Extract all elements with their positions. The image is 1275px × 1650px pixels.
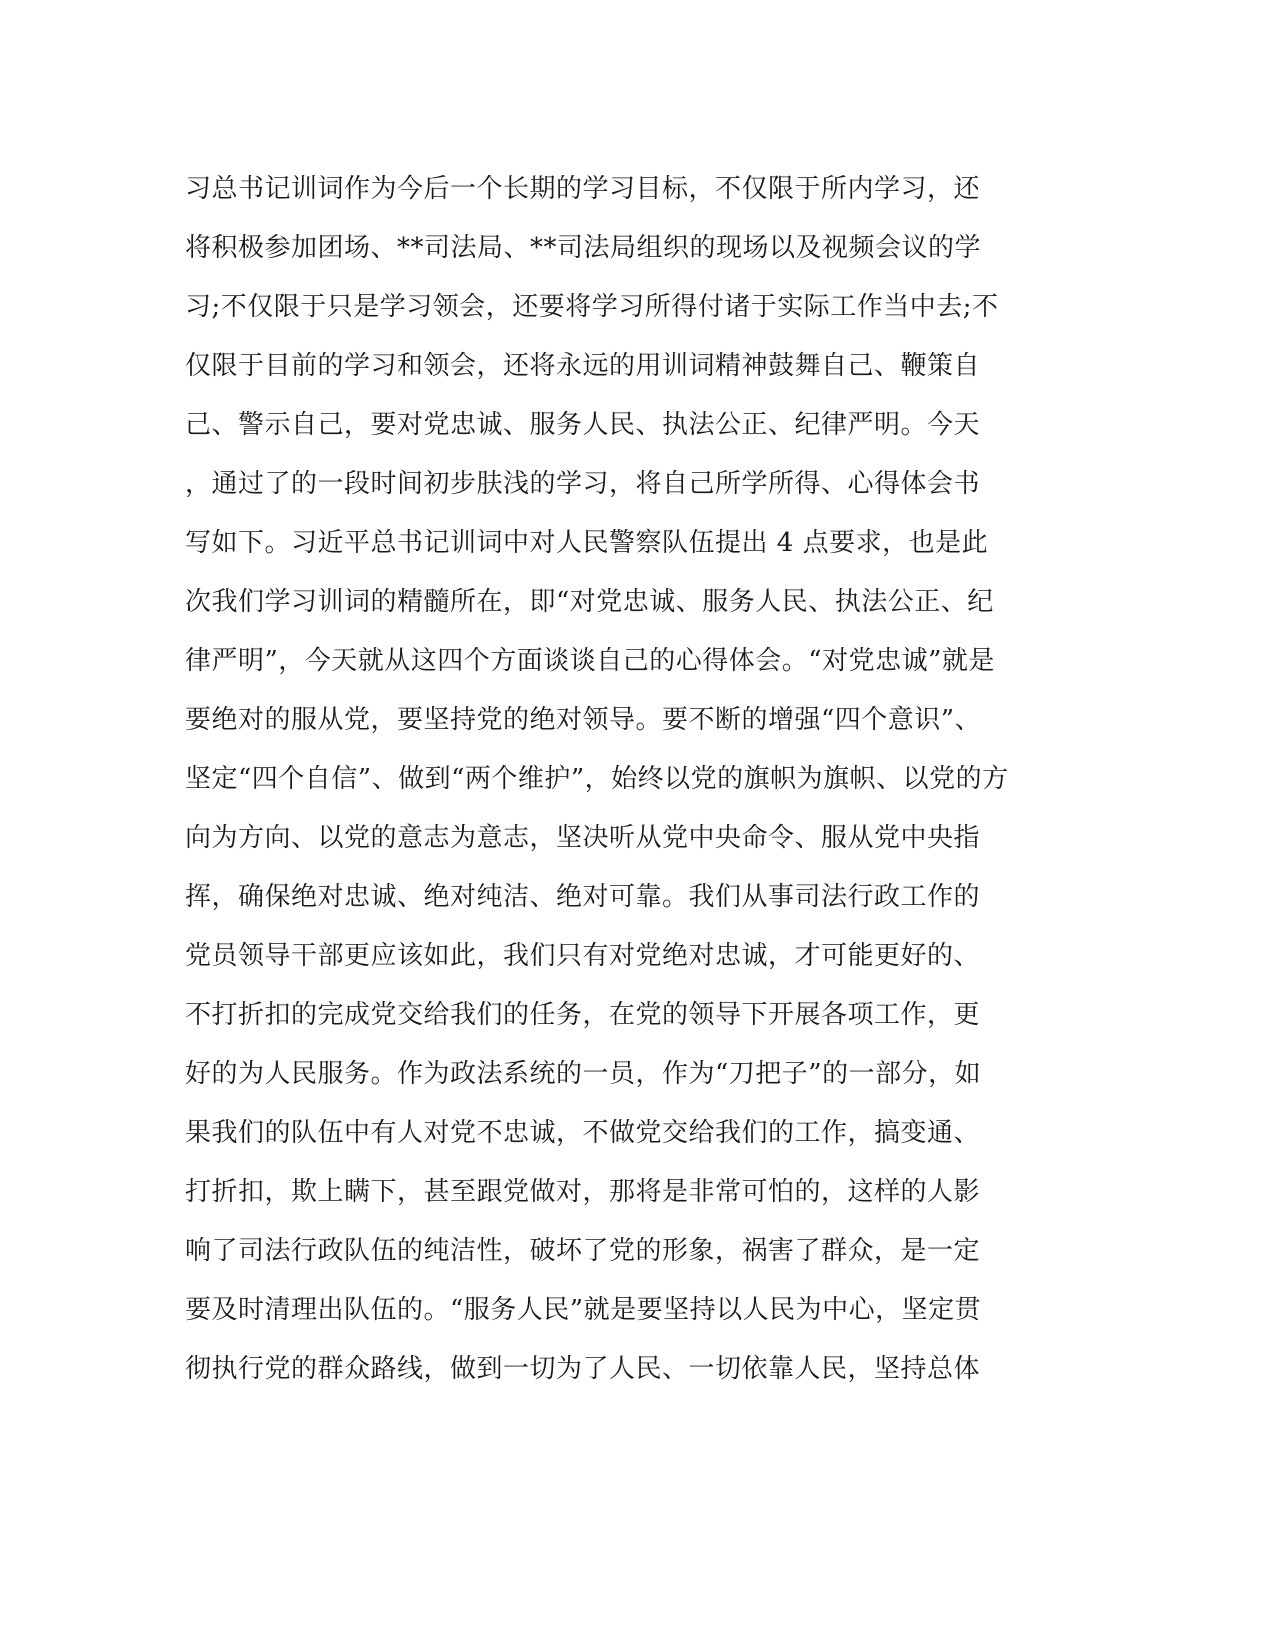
text-line: 彻执行党的群众路线，做到一切为了人民、一切依靠人民，坚持总体 xyxy=(185,1354,981,1384)
text-line: 习总书记训词作为今后一个长期的学习目标，不仅限于所内学习，还 xyxy=(185,174,981,204)
text-line: 党员领导干部更应该如此，我们只有对党绝对忠诚，才可能更好的、 xyxy=(185,941,981,971)
text-line: 将积极参加团场、**司法局、**司法局组织的现场以及视频会议的学 xyxy=(185,233,982,263)
text-line: 律严明”，今天就从这四个方面谈谈自己的心得体会。“对党忠诚”就是 xyxy=(185,646,995,676)
text-line: 向为方向、以党的意志为意志，坚决听从党中央命令、服从党中央指 xyxy=(185,823,981,853)
text-line: 坚定“四个自信”、做到“两个维护”，始终以党的旗帜为旗帜、以党的方 xyxy=(185,764,1009,794)
text-line: 写如下。习近平总书记训词中对人民警察队伍提出 4 点要求，也是此 xyxy=(185,528,989,558)
text-line: 次我们学习训词的精髓所在，即“对党忠诚、服务人民、执法公正、纪 xyxy=(185,587,994,617)
text-line: 挥，确保绝对忠诚、绝对纯洁、绝对可靠。我们从事司法行政工作的 xyxy=(185,882,981,912)
text-line: 果我们的队伍中有人对党不忠诚，不做党交给我们的工作，搞变通、 xyxy=(185,1118,981,1148)
text-line: 好的为人民服务。作为政法系统的一员，作为“刀把子”的一部分，如 xyxy=(185,1059,982,1089)
text-line: 己、警示自己，要对党忠诚、服务人民、执法公正、纪律严明。今天 xyxy=(185,410,981,440)
text-line: 要及时清理出队伍的。“服务人民”就是要坚持以人民为中心，坚定贯 xyxy=(185,1295,982,1325)
text-line: 习;不仅限于只是学习领会，还要将学习所得付诸于实际工作当中去;不 xyxy=(185,292,999,322)
text-line: 不打折扣的完成党交给我们的任务，在党的领导下开展各项工作，更 xyxy=(185,1000,981,1030)
text-line: 仅限于目前的学习和领会，还将永远的用训词精神鼓舞自己、鞭策自 xyxy=(185,351,981,381)
text-line: 要绝对的服从党，要坚持党的绝对领导。要不断的增强“四个意识”、 xyxy=(185,705,982,735)
body-text xyxy=(185,160,1085,1399)
text-line: ，通过了的一段时间初步肤浅的学习，将自己所学所得、心得体会书 xyxy=(185,469,981,499)
text-line: 响了司法行政队伍的纯洁性，破坏了党的形象，祸害了群众，是一定 xyxy=(185,1236,981,1266)
text-line: 打折扣，欺上瞒下，甚至跟党做对，那将是非常可怕的，这样的人影 xyxy=(185,1177,981,1207)
